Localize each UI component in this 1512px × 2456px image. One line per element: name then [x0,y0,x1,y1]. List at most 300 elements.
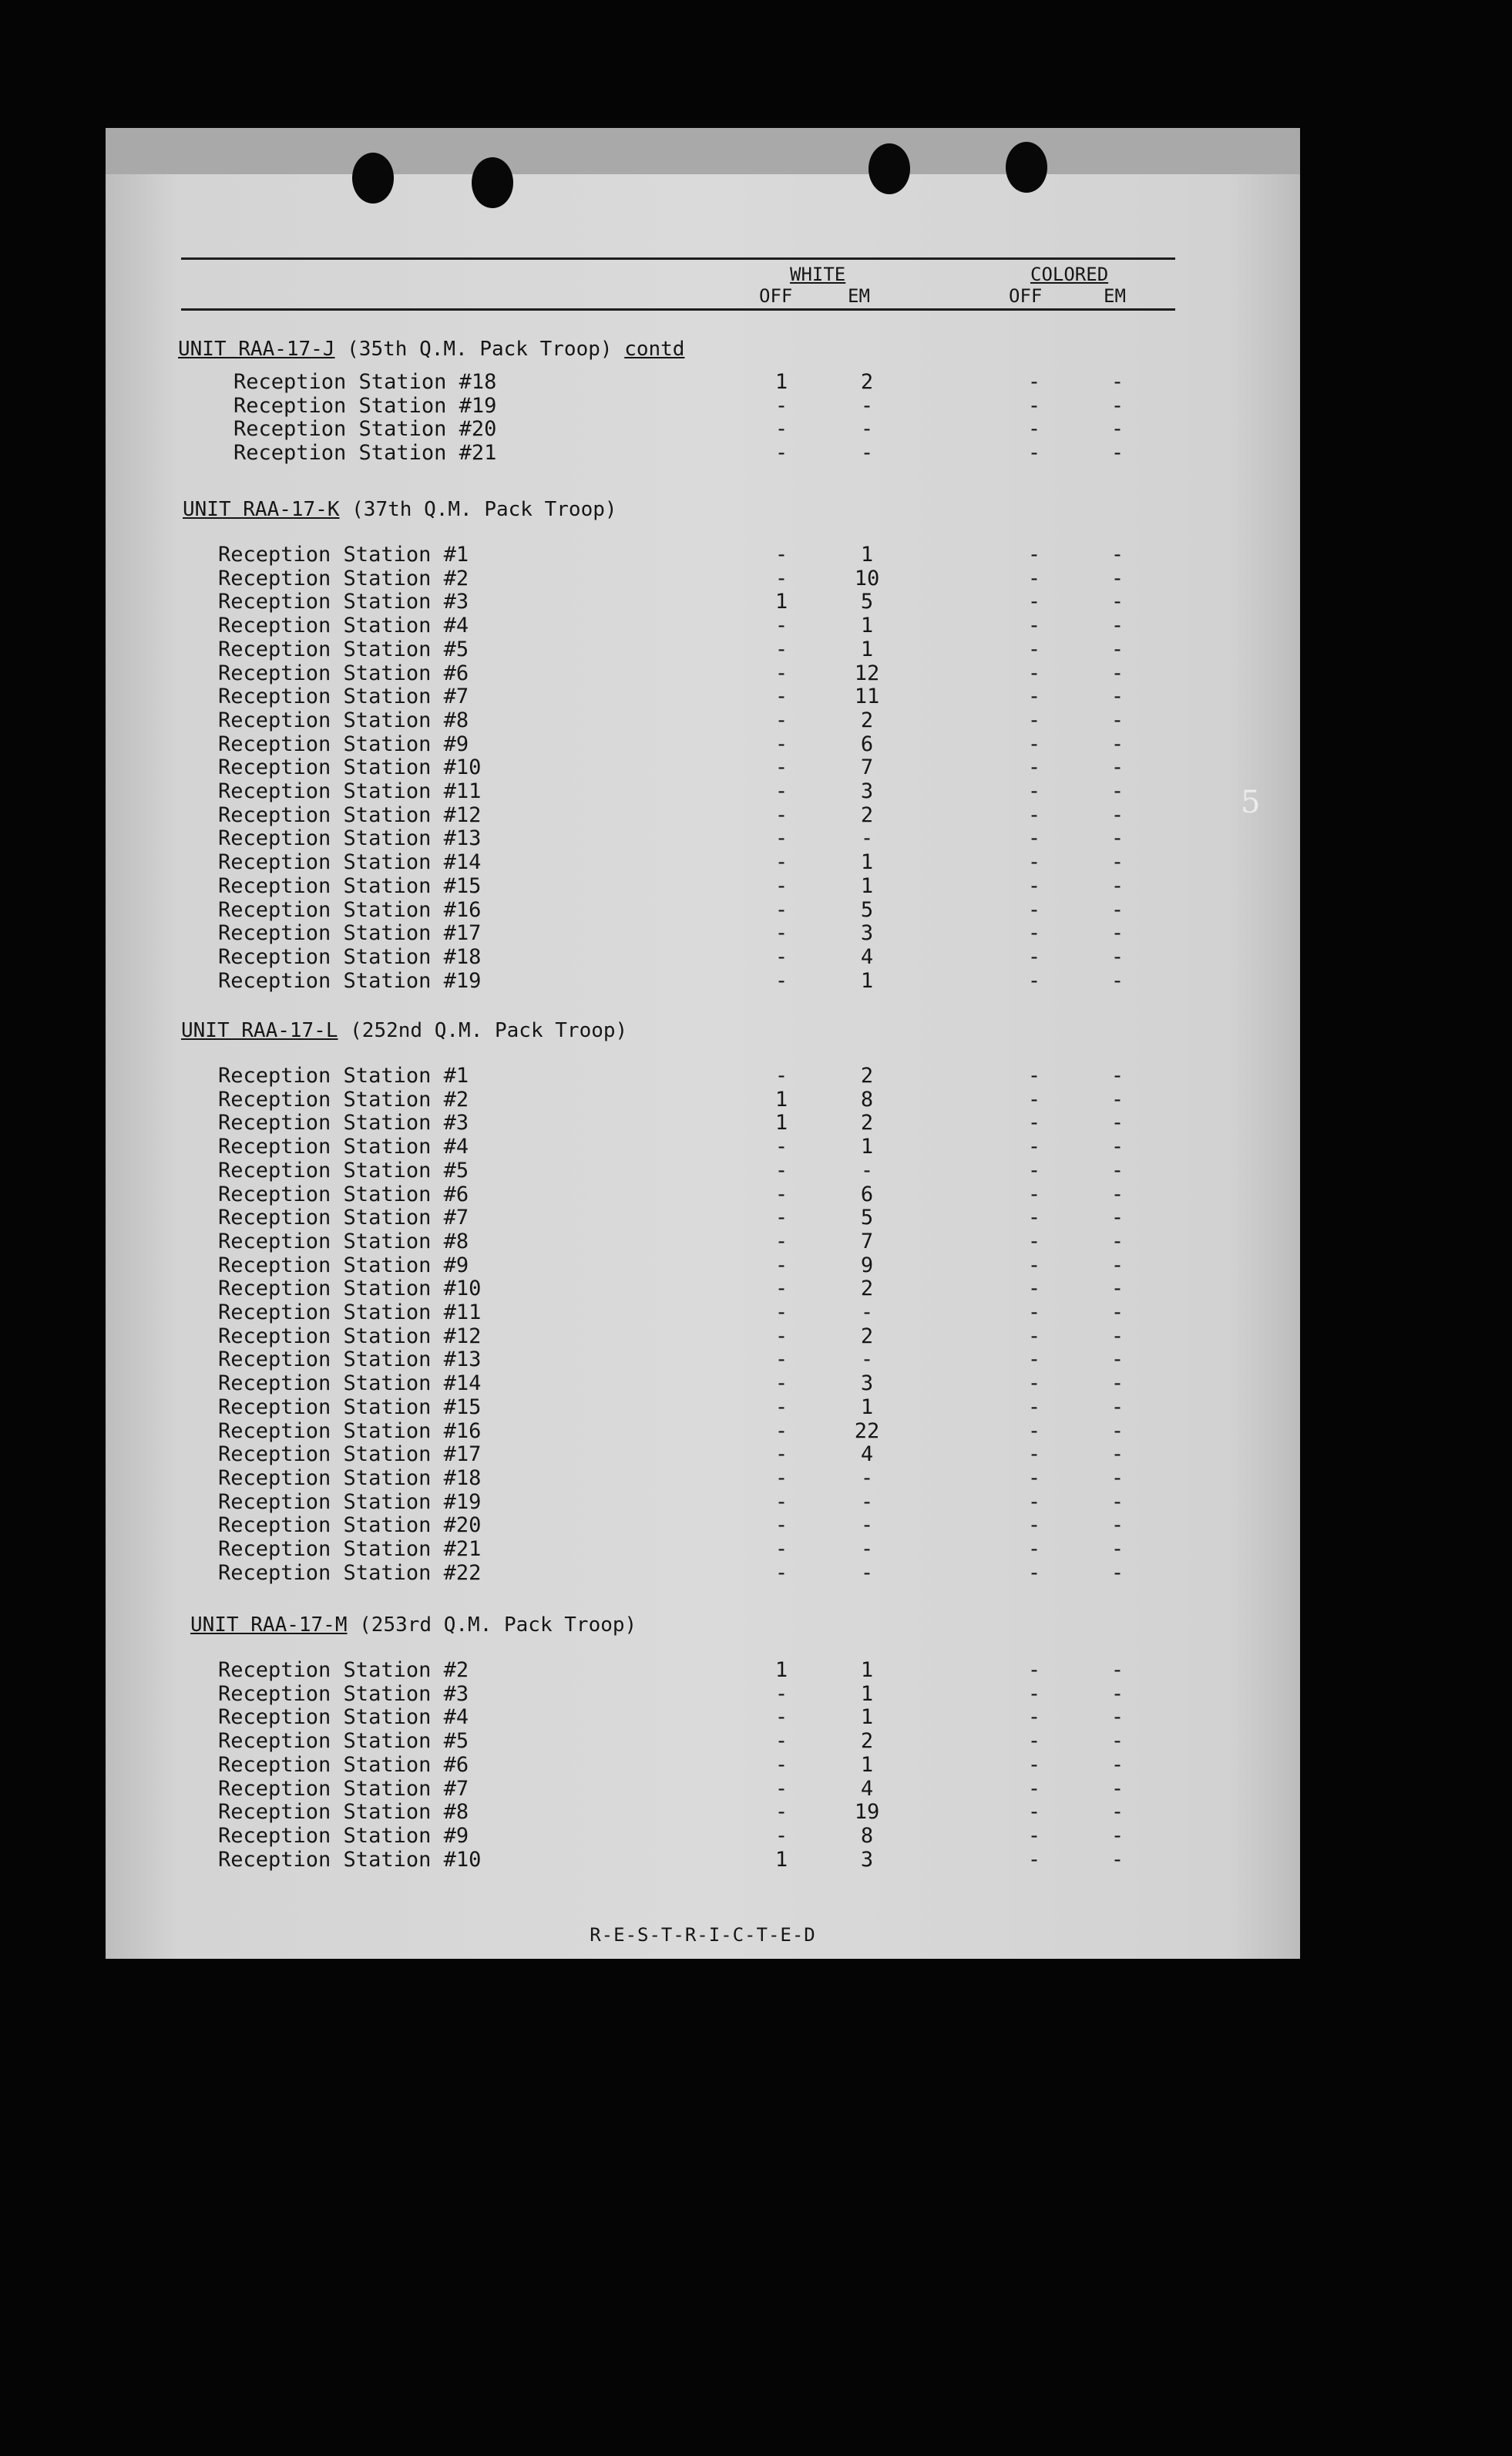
table-row [106,803,1300,827]
white-em-value: - [860,393,874,418]
colored-off-value: - [1027,614,1041,638]
station-label: Reception Station #5 [218,1729,469,1754]
colored-off-value: - [1027,1206,1041,1230]
white-em-value: - [860,1465,874,1490]
white-em-value: 8 [860,1087,874,1112]
colored-em-value: - [1110,1823,1124,1848]
colored-off-value: - [1027,1465,1041,1490]
punch-hole [869,143,910,194]
table-row [106,1777,1300,1801]
colored-em-value: - [1110,1395,1124,1419]
white-em-value: - [860,826,874,851]
white-em-value: - [860,1513,874,1538]
colored-off-value: - [1027,1560,1041,1585]
table-row [106,1230,1300,1253]
table-row [106,755,1300,779]
white-off-value: - [774,1158,788,1183]
station-label: Reception Station #7 [218,1206,469,1230]
table-row [106,1848,1300,1872]
white-em-value: 9 [860,1253,874,1277]
white-off-value: - [774,1182,788,1206]
colored-em-value: - [1110,802,1124,827]
white-em-value: 4 [860,1442,874,1467]
colored-em-value: - [1110,944,1124,969]
white-em-value: 7 [860,755,874,780]
colored-em-value: - [1110,732,1124,756]
white-em-value: 6 [860,1182,874,1206]
white-em-value: 1 [860,637,874,661]
white-em-value: 2 [860,1277,874,1301]
table-row [106,1442,1300,1466]
white-em-value: 2 [860,1729,874,1754]
colored-em-value: - [1110,1776,1124,1801]
colored-off-value: - [1027,1064,1041,1088]
colored-off-value: - [1027,1658,1041,1682]
colored-off-value: - [1027,802,1041,827]
white-off-value: 1 [774,1847,788,1872]
table-row [106,1705,1300,1729]
colored-em-value: - [1110,543,1124,567]
unit-code: UNIT RAA-17-J [178,338,335,361]
colored-em-value: - [1110,393,1124,418]
station-label: Reception Station #20 [218,1513,482,1538]
station-label: Reception Station #6 [218,1182,469,1206]
station-label: Reception Station #4 [218,1705,469,1730]
colored-off-value: - [1027,1300,1041,1324]
station-label: Reception Station #10 [218,1847,482,1872]
station-label: Reception Station #3 [218,1111,469,1135]
table-row [106,1537,1300,1561]
station-label: Reception Station #11 [218,1300,482,1324]
station-label: Reception Station #9 [218,1253,469,1277]
white-off-value: - [774,1823,788,1848]
table-row [106,1561,1300,1585]
colored-off-value: - [1027,1752,1041,1777]
white-em-value: 3 [860,1847,874,1872]
white-em-value: - [860,417,874,442]
colored-em-value: - [1110,1513,1124,1538]
station-label: Reception Station #4 [218,614,469,638]
colored-off-value: - [1027,1087,1041,1112]
colored-off-value: - [1027,566,1041,590]
white-off-value: - [774,1489,788,1514]
white-em-value: 3 [860,921,874,946]
colored-off-value: - [1027,1182,1041,1206]
station-label: Reception Station #16 [218,897,482,922]
station-label: Reception Station #19 [234,393,497,418]
white-off-value: - [774,1064,788,1088]
table-row [106,1064,1300,1088]
white-off-value: - [774,1705,788,1730]
colored-em-value: - [1110,1253,1124,1277]
station-label: Reception Station #16 [218,1418,482,1443]
colored-off-value: - [1027,1442,1041,1467]
table-row [106,1395,1300,1419]
white-off-value: - [774,1135,788,1159]
white-em-value: 2 [860,1064,874,1088]
colored-off-value: - [1027,1776,1041,1801]
colored-off-value: - [1027,732,1041,756]
colored-off-value: - [1027,441,1041,466]
table-row [106,708,1300,732]
white-off-value: - [774,1206,788,1230]
station-label: Reception Station #21 [234,441,497,466]
table-row [106,685,1300,708]
white-em-value: 4 [860,1776,874,1801]
station-label: Reception Station #1 [218,1064,469,1088]
colored-em-value: - [1110,370,1124,394]
white-off-value: - [774,826,788,851]
table-row [106,1159,1300,1183]
white-em-value: 3 [860,779,874,803]
colored-off-value: - [1027,370,1041,394]
colored-em-value: - [1110,1489,1124,1514]
colored-em-value: - [1110,1206,1124,1230]
white-em-value: - [860,441,874,466]
colored-em-value: - [1110,1681,1124,1706]
white-em-value: 7 [860,1229,874,1253]
table-row [106,969,1300,993]
table-row [106,898,1300,922]
station-label: Reception Station #7 [218,1776,469,1801]
colored-em-value: - [1110,1371,1124,1396]
white-off-value: - [774,1752,788,1777]
white-off-value: - [774,873,788,898]
colored-em-value: - [1110,1658,1124,1682]
table-row [106,826,1300,850]
table-row [106,1253,1300,1277]
white-off-value: - [774,968,788,993]
white-off-value: - [774,661,788,685]
table-row [106,1419,1300,1443]
station-label: Reception Station #19 [218,1489,482,1514]
table-row [106,661,1300,685]
white-em-value: 2 [860,370,874,394]
colored-off-value: - [1027,417,1041,442]
white-off-value: - [774,393,788,418]
table-row [106,567,1300,590]
white-off-value: - [774,543,788,567]
white-off-value: - [774,1537,788,1561]
colored-off-value: - [1027,1395,1041,1419]
table-row [106,1466,1300,1490]
station-label: Reception Station #11 [218,779,482,803]
table-row [106,638,1300,661]
white-em-value: 6 [860,732,874,756]
station-label: Reception Station #18 [218,944,482,969]
white-off-value: - [774,1560,788,1585]
table-row [106,370,1300,394]
colored-off-value: - [1027,1705,1041,1730]
station-label: Reception Station #12 [218,802,482,827]
white-off-value: - [774,637,788,661]
colored-em-value: - [1110,1135,1124,1159]
punch-hole [472,157,513,208]
table-row [106,1183,1300,1206]
station-label: Reception Station #10 [218,1277,482,1301]
colored-em-value: - [1110,755,1124,780]
white-em-value: 1 [860,1752,874,1777]
table-row [106,1206,1300,1230]
white-off-value: - [774,1513,788,1538]
table-row [106,1277,1300,1300]
station-label: Reception Station #15 [218,1395,482,1419]
unit-title [181,1019,627,1042]
colored-em-value: - [1110,826,1124,851]
station-label: Reception Station #8 [218,1800,469,1825]
troop-name: (252nd Q.M. Pack Troop) [350,1019,628,1042]
station-label: Reception Station #13 [218,826,482,851]
table-row [106,732,1300,756]
troop-name: (37th Q.M. Pack Troop) [351,498,617,521]
white-off-value: - [774,1729,788,1754]
unit-title [178,338,684,361]
station-label: Reception Station #12 [218,1324,482,1348]
white-off-value: 1 [774,590,788,614]
white-off-value: - [774,1300,788,1324]
white-em-value: - [860,1158,874,1183]
colored-em-value: - [1110,661,1124,685]
white-em-value: 5 [860,1206,874,1230]
station-label: Reception Station #21 [218,1537,482,1561]
colored-em-value: - [1110,779,1124,803]
header-rule-bottom [181,308,1175,311]
troop-name: (253rd Q.M. Pack Troop) [359,1613,637,1637]
white-off-value: 1 [774,1087,788,1112]
colored-off-value: - [1027,1729,1041,1754]
colored-off-value: - [1027,1253,1041,1277]
white-off-value: - [774,732,788,756]
table-row [106,441,1300,465]
white-em-value: 5 [860,590,874,614]
station-label: Reception Station #13 [218,1347,482,1372]
colored-off-value: - [1027,897,1041,922]
station-label: Reception Station #3 [218,590,469,614]
white-off-value: - [774,1253,788,1277]
colored-off-value: - [1027,543,1041,567]
table-row [106,1371,1300,1395]
table-row [106,1088,1300,1112]
station-label: Reception Station #8 [218,1229,469,1253]
table-row [106,543,1300,567]
white-off-value: 1 [774,1111,788,1135]
station-label: Reception Station #6 [218,661,469,685]
table-row [106,394,1300,418]
white-em-value: 1 [860,968,874,993]
table-row [106,417,1300,441]
colored-em-value: - [1110,968,1124,993]
table-row [106,1729,1300,1753]
colored-em-value: - [1110,921,1124,946]
table-row [106,1111,1300,1135]
continued-note: contd [624,338,685,361]
station-label: Reception Station #2 [218,1087,469,1112]
white-em-value: 2 [860,708,874,732]
station-label: Reception Station #14 [218,850,482,875]
colored-em-value: - [1110,850,1124,875]
table-row [106,1300,1300,1324]
white-em-value: 2 [860,1111,874,1135]
colored-off-value: - [1027,393,1041,418]
colored-em-value: - [1110,1729,1124,1754]
table-row [106,1658,1300,1682]
station-label: Reception Station #20 [234,417,497,442]
white-em-value: 22 [854,1418,880,1443]
colored-off-value: - [1027,1537,1041,1561]
colored-em-value: - [1110,614,1124,638]
troop-name: (35th Q.M. Pack Troop) [347,338,613,361]
white-off-value: - [774,755,788,780]
colored-em-header: EM [1104,285,1126,307]
colored-em-value: - [1110,1800,1124,1825]
white-off-value: - [774,897,788,922]
colored-off-value: - [1027,685,1041,709]
white-em-value: 1 [860,614,874,638]
white-em-value: 4 [860,944,874,969]
table-row [106,850,1300,874]
station-label: Reception Station #9 [218,1823,469,1848]
colored-off-value: - [1027,968,1041,993]
station-label: Reception Station #7 [218,685,469,709]
white-off-value: - [774,566,788,590]
white-em-value: 1 [860,850,874,875]
white-off-value: - [774,802,788,827]
colored-em-value: - [1110,566,1124,590]
table-row [106,614,1300,638]
station-label: Reception Station #2 [218,1658,469,1682]
colored-em-value: - [1110,1064,1124,1088]
colored-em-value: - [1110,1111,1124,1135]
table-row [106,1753,1300,1777]
colored-em-value: - [1110,1182,1124,1206]
colored-off-value: - [1027,779,1041,803]
colored-em-value: - [1110,1324,1124,1348]
table-row [106,779,1300,803]
colored-off-value: - [1027,850,1041,875]
colored-em-value: - [1110,1465,1124,1490]
white-em-value: - [860,1560,874,1585]
white-em-value: 1 [860,1705,874,1730]
white-em-value: 2 [860,1324,874,1348]
colored-em-value: - [1110,1158,1124,1183]
white-off-value: - [774,1371,788,1396]
white-off-value: - [774,708,788,732]
colored-em-value: - [1110,1300,1124,1324]
colored-off-value: - [1027,1681,1041,1706]
white-em-value: 3 [860,1371,874,1396]
white-em-value: 1 [860,873,874,898]
white-off-value: - [774,685,788,709]
colored-header: COLORED [1030,264,1109,285]
white-off-value: - [774,921,788,946]
colored-em-value: - [1110,637,1124,661]
colored-em-value: - [1110,708,1124,732]
white-off-value: - [774,441,788,466]
colored-em-value: - [1110,1537,1124,1561]
white-off-value: - [774,417,788,442]
table-row [106,1682,1300,1706]
station-label: Reception Station #6 [218,1752,469,1777]
colored-off-value: - [1027,921,1041,946]
white-off-value: - [774,779,788,803]
station-label: Reception Station #22 [218,1560,482,1585]
white-off-value: - [774,1800,788,1825]
colored-off-value: - [1027,1111,1041,1135]
colored-em-value: - [1110,1442,1124,1467]
station-label: Reception Station #18 [234,370,497,394]
white-off-value: - [774,1442,788,1467]
white-em-value: 19 [854,1800,880,1825]
station-label: Reception Station #18 [218,1465,482,1490]
colored-off-value: - [1027,826,1041,851]
table-row [106,1513,1300,1537]
white-em-value: 2 [860,802,874,827]
colored-em-value: - [1110,897,1124,922]
colored-off-value: - [1027,1513,1041,1538]
station-label: Reception Station #9 [218,732,469,756]
station-label: Reception Station #14 [218,1371,482,1396]
white-em-value: 8 [860,1823,874,1848]
colored-off-value: - [1027,1158,1041,1183]
table-row [106,1347,1300,1371]
station-label: Reception Station #5 [218,1158,469,1183]
unit-code: UNIT RAA-17-M [190,1613,348,1637]
table-row [106,874,1300,898]
torn-top-edge [106,128,1300,174]
white-em-value: 1 [860,1395,874,1419]
colored-em-value: - [1110,1087,1124,1112]
colored-off-header: OFF [1009,285,1043,307]
colored-em-value: - [1110,685,1124,709]
white-em-value: 1 [860,543,874,567]
colored-off-value: - [1027,1229,1041,1253]
colored-off-value: - [1027,1800,1041,1825]
table-row [106,1824,1300,1848]
station-label: Reception Station #17 [218,921,482,946]
colored-off-value: - [1027,1347,1041,1372]
colored-em-value: - [1110,1277,1124,1301]
white-off-value: - [774,1681,788,1706]
colored-off-value: - [1027,755,1041,780]
colored-off-value: - [1027,1277,1041,1301]
colored-off-value: - [1027,1418,1041,1443]
colored-off-value: - [1027,1324,1041,1348]
colored-em-value: - [1110,441,1124,466]
restricted-footer: R-E-S-T-R-I-C-T-E-D [590,1924,816,1946]
unit-title [183,498,617,521]
white-em-value: 5 [860,897,874,922]
white-em-value: 1 [860,1681,874,1706]
colored-off-value: - [1027,1135,1041,1159]
colored-off-value: - [1027,944,1041,969]
white-off-value: - [774,1776,788,1801]
table-row [106,1135,1300,1159]
station-label: Reception Station #15 [218,873,482,898]
white-em-value: 1 [860,1135,874,1159]
colored-off-value: - [1027,637,1041,661]
colored-em-value: - [1110,590,1124,614]
station-label: Reception Station #2 [218,566,469,590]
colored-off-value: - [1027,708,1041,732]
white-em-value: - [860,1300,874,1324]
colored-off-value: - [1027,1489,1041,1514]
white-off-value: - [774,1277,788,1301]
document-page [106,128,1300,1959]
white-em-value: 11 [854,685,880,709]
white-off-value: - [774,1465,788,1490]
colored-em-value: - [1110,1229,1124,1253]
white-off-value: - [774,1347,788,1372]
